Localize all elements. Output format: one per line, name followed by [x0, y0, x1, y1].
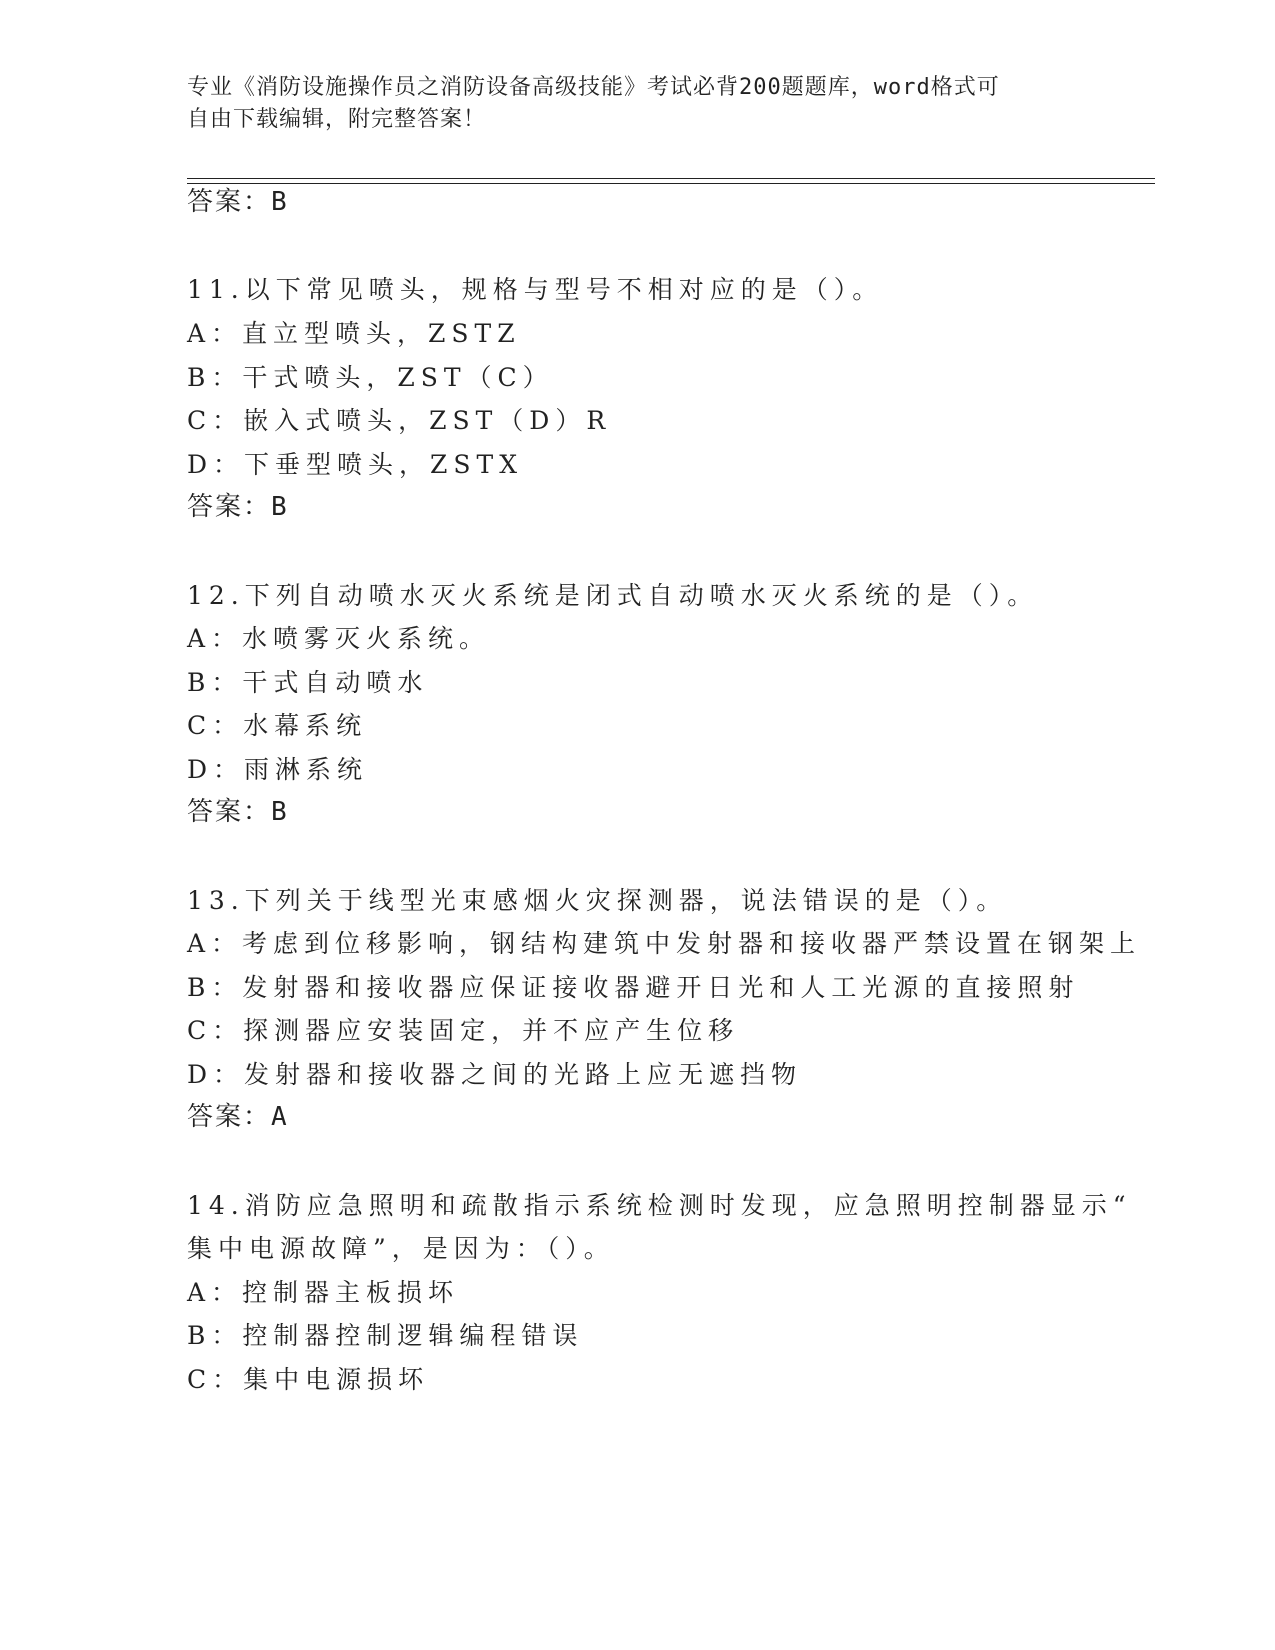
- option-b: B：控制器控制逻辑编程错误: [187, 1321, 584, 1350]
- question-stem: 11.以下常见喷头，规格与型号不相对应的是（）。: [187, 275, 884, 304]
- option-a: A：控制器主板损坏: [187, 1278, 460, 1307]
- question-stem: 13.下列关于线型光束感烟火灾探测器，说法错误的是（）。: [187, 886, 1008, 915]
- header-divider-top: [187, 178, 1155, 179]
- option-c: C：水幕系统: [187, 711, 368, 740]
- document-header: [187, 72, 1067, 136]
- option-a: A：水喷雾灭火系统。: [187, 624, 491, 653]
- header-line-2: 自由下载编辑，附完整答案！: [187, 107, 487, 132]
- answer-line: 答案：B: [187, 187, 289, 217]
- answer-line: 答案：B: [187, 797, 289, 827]
- answer-line: 答案：A: [187, 1102, 289, 1132]
- header-line-1: 专业《消防设施操作员之消防设备高级技能》考试必背200题题库，word格式可: [187, 75, 1000, 100]
- option-b: B：发射器和接收器应保证接收器避开日光和人工光源的直接照射: [187, 973, 1080, 1002]
- option-c: C：探测器应安装固定，并不应产生位移: [187, 1016, 740, 1045]
- answer-line: 答案：B: [187, 492, 289, 522]
- option-d: D：雨淋系统: [187, 755, 369, 784]
- option-a: A：考虑到位移影响，钢结构建筑中发射器和接收器严禁设置在钢架上: [187, 929, 1142, 958]
- option-c: C：嵌入式喷头，ZST（D）R: [187, 406, 612, 435]
- option-d: D：下垂型喷头，ZSTX: [187, 450, 524, 479]
- option-c: C：集中电源损坏: [187, 1365, 430, 1394]
- question-stem-continued: 集中电源故障”，是因为：（）。: [187, 1234, 615, 1263]
- option-b: B：干式自动喷水: [187, 668, 429, 697]
- question-stem: 14.消防应急照明和疏散指示系统检测时发现，应急照明控制器显示“: [187, 1191, 1132, 1220]
- header-divider-bottom: [187, 183, 1155, 184]
- option-d: D：发射器和接收器之间的光路上应无遮挡物: [187, 1060, 803, 1089]
- option-a: A：直立型喷头，ZSTZ: [187, 319, 521, 348]
- option-b: B：干式喷头，ZST（C）: [187, 363, 554, 392]
- question-stem: 12.下列自动喷水灭火系统是闭式自动喷水灭火系统的是（）。: [187, 581, 1039, 610]
